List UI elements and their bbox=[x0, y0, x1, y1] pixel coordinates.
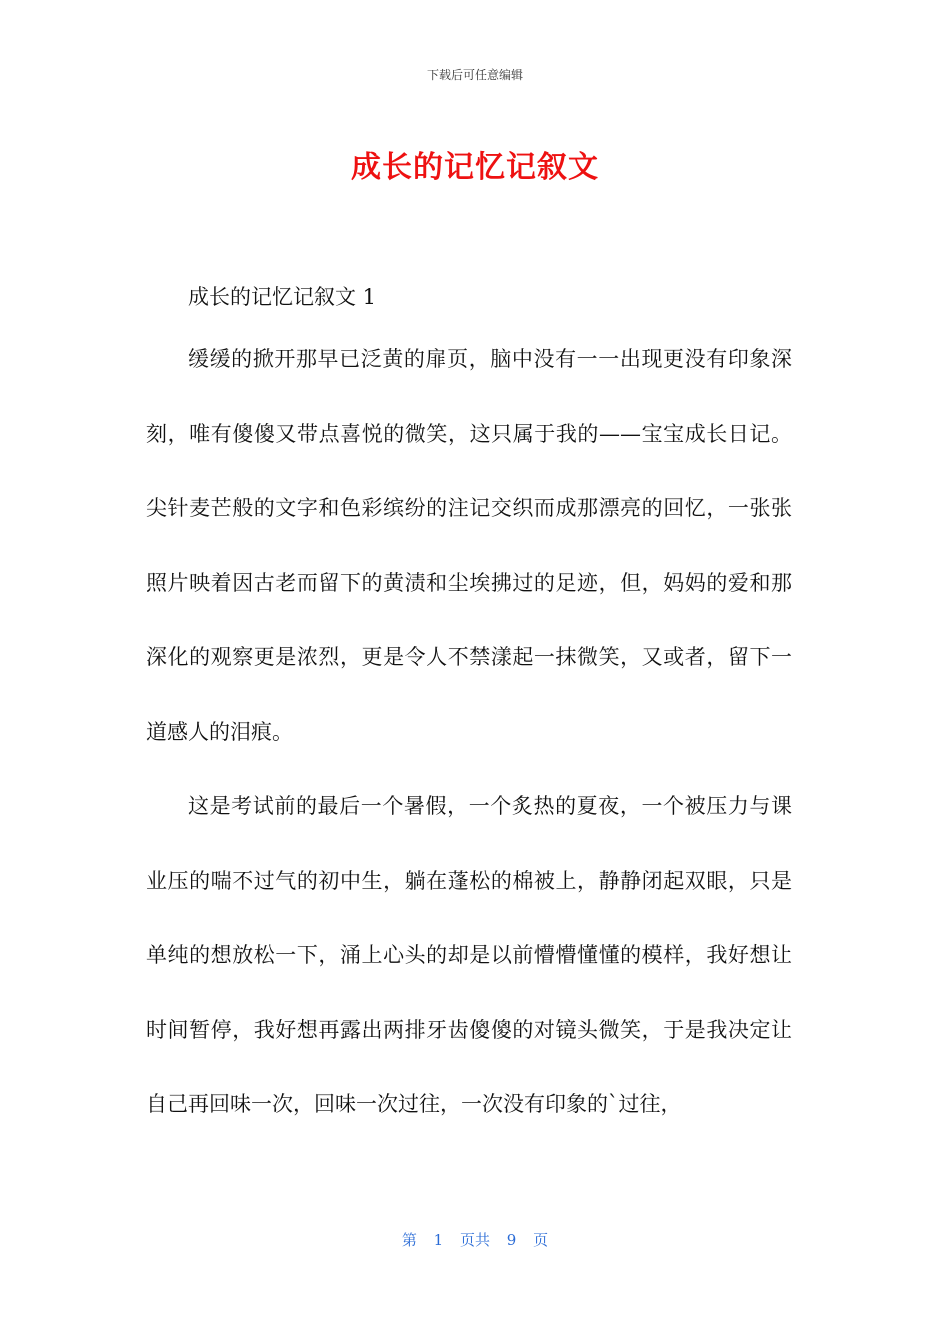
document-title: 成长的记忆记叙文 bbox=[351, 150, 599, 185]
header-note: 下载后可任意编辑 bbox=[426, 68, 523, 82]
section-heading: 成长的记忆记叙文 1 bbox=[188, 285, 377, 309]
footer-suffix: 页 bbox=[533, 1231, 549, 1249]
paragraph-2: 这是考试前的最后一个暑假，一个炙热的夏夜，一个被压力与课业压的喘不过气的初中生，躺在蓬松的棉被上，静静闭起双眼，只是单纯的想放松一下，涌上心头的却是以前懵懵懂懂的模样，我好想让时间暂停，我好想再露出两排牙齿傻傻的对镜头微笑，于是我决定让自己再回味一次，回味一次过往，一次没有印象的`过往， bbox=[146, 794, 792, 1116]
footer-current-page: 1 bbox=[433, 1231, 444, 1249]
footer-middle: 页共 bbox=[459, 1231, 490, 1249]
paragraph-1: 缓缓的掀开那早已泛黄的扉页，脑中没有一一出现更没有印象深刻，唯有傻傻又带点喜悦的微笑，这只属于我的——宝宝成长日记。尖针麦芒般的文字和色彩缤纷的注记交织而成那漂亮的回忆，一张张照片映着因古老而留下的黄渍和尘埃拂过的足迹，但，妈妈的爱和那深化的观察更是浓烈，更是令人不禁漾起一抹微笑，又或者，留下一道感人的泪痕。 bbox=[146, 347, 792, 744]
footer-total-pages: 9 bbox=[506, 1231, 517, 1249]
document-body bbox=[146, 275, 792, 1142]
page-footer bbox=[0, 1229, 950, 1250]
footer-prefix: 第 bbox=[401, 1231, 417, 1249]
